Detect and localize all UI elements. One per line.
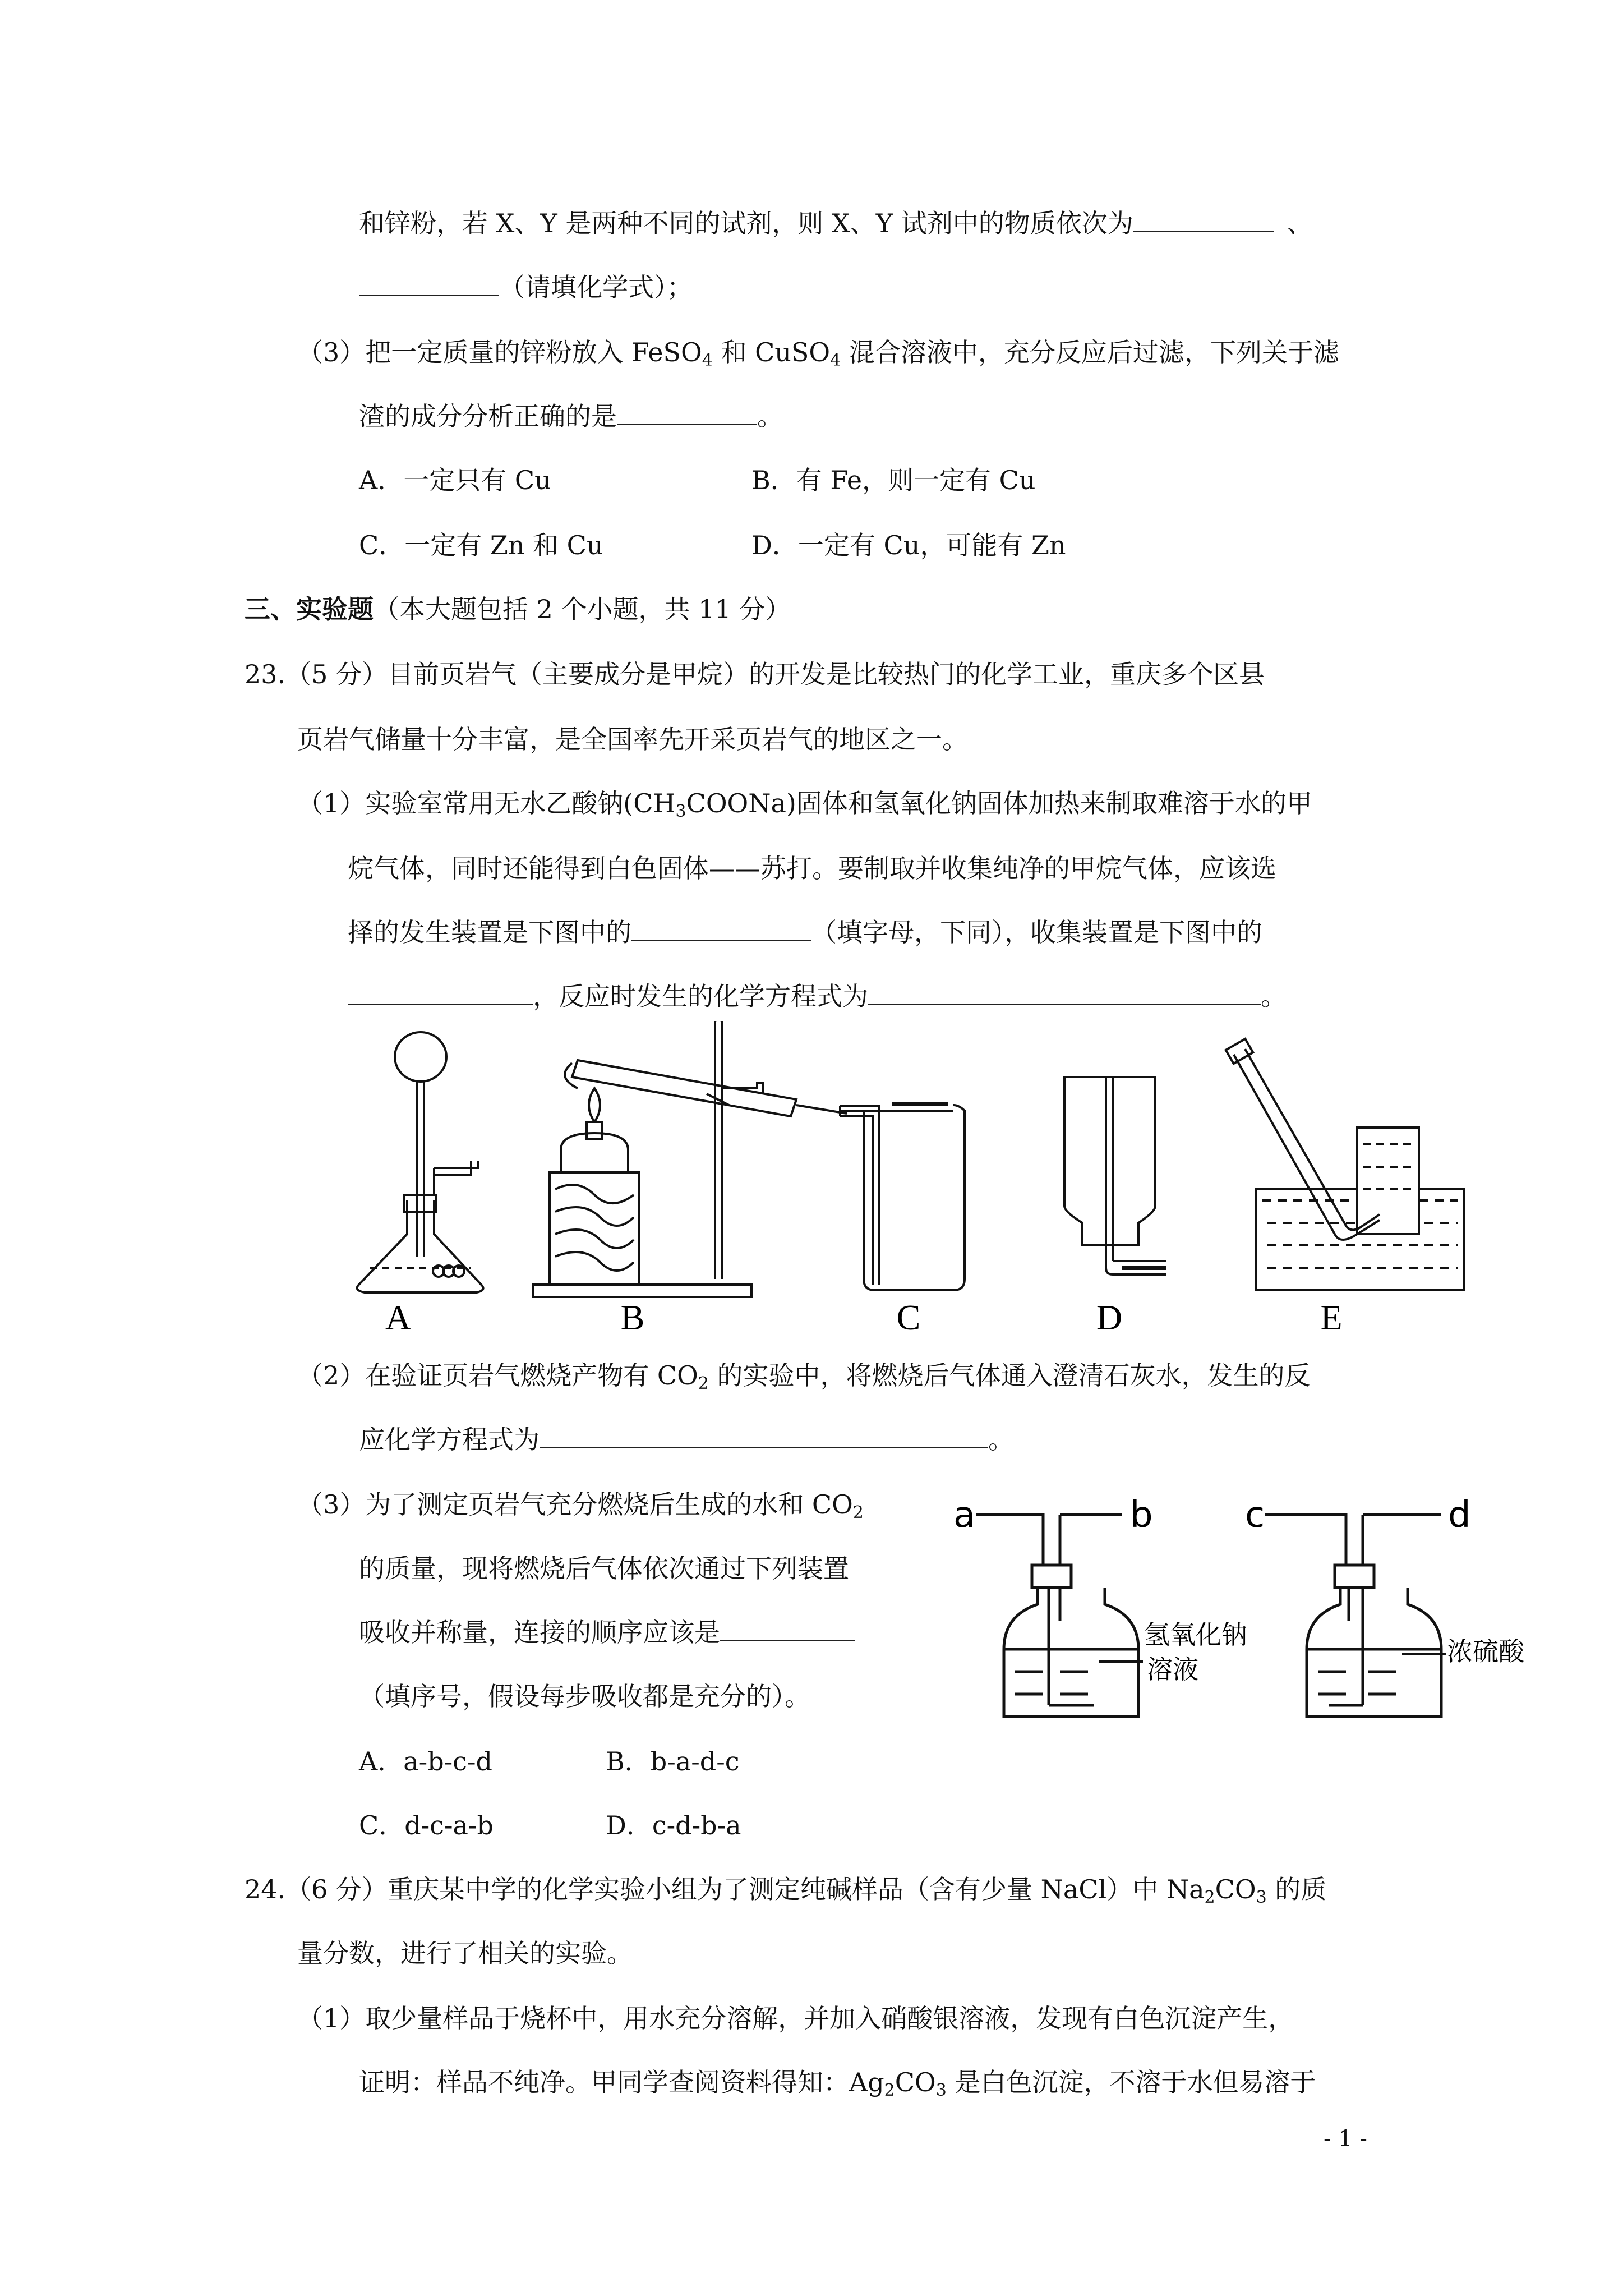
text: CO: [1215, 1874, 1256, 1904]
label-c: C: [896, 1297, 921, 1335]
text: 24.（6 分）重庆某中学的化学实验小组为了测定纯碱样品（含有少量 NaCl）中 Na: [245, 1874, 1205, 1904]
q24-p1-line2: [359, 2065, 1316, 2099]
answer-blank[interactable]: [868, 982, 1261, 1005]
text: 的质: [1266, 1874, 1327, 1904]
q23-option-b: B．b-a-d-c: [606, 1746, 740, 1777]
text: 的实验中，将燃烧后气体通入澄清石灰水，发生的反: [708, 1360, 1311, 1391]
q22-option-d: D．一定有 Cu，可能有 Zn: [751, 530, 1066, 560]
subscript: 4: [830, 351, 841, 370]
apparatus-c: [840, 1104, 965, 1290]
text: （请填化学式）；: [499, 272, 693, 302]
h2so4-label: 浓硫酸: [1447, 1636, 1524, 1667]
text: 证明：样品不纯净。甲同学查阅资料得知：Ag: [359, 2067, 884, 2097]
answer-blank[interactable]: [631, 918, 811, 941]
text: （2）在验证页岩气燃烧产物有 CO: [297, 1360, 698, 1391]
text: （1）实验室常用无水乙酸钠(CH: [297, 788, 676, 818]
q23-p1-line1: [297, 786, 1312, 820]
subscript: 2: [852, 1503, 864, 1522]
q23-p2-line2: [359, 1423, 1014, 1456]
q23-p1-line2: 烷气体，同时还能得到白色固体——苏打。要制取并收集纯净的甲烷气体，应该选: [348, 853, 1276, 884]
q23-p3-line2: 的质量，现将燃烧后气体依次通过下列装置: [359, 1553, 849, 1584]
subscript: 3: [675, 802, 686, 821]
text: 择的发生装置是下图中的: [348, 917, 631, 947]
text: 和 CuSO: [712, 337, 831, 367]
subscript: 3: [1256, 1888, 1267, 1907]
q23-option-a: A．a-b-c-d: [359, 1746, 492, 1777]
apparatus-a: [357, 1032, 483, 1292]
q24-line2: 量分数，进行了相关的实验。: [297, 1938, 633, 1968]
apparatus-b: [533, 1021, 847, 1297]
q23-p2-line1: [297, 1359, 1311, 1392]
q22-part3-line2: [359, 399, 783, 433]
port-a: a: [953, 1494, 976, 1536]
q23-p3-line1: [297, 1488, 864, 1521]
apparatus-figure: [314, 1021, 1469, 1335]
q23-p3-line3: [359, 1616, 855, 1649]
text: 。: [1261, 981, 1287, 1011]
label-d: D: [1096, 1297, 1123, 1335]
subscript: 3: [935, 2081, 947, 2100]
answer-blank[interactable]: [617, 402, 757, 425]
wash-bottles-figure: [953, 1481, 1548, 1728]
bottle-h2so4: [1265, 1515, 1441, 1717]
text: ，反应时发生的化学方程式为: [533, 981, 868, 1011]
text: （填字母，下同），收集装置是下图中的: [811, 917, 1262, 947]
bottle-naoh: [976, 1515, 1138, 1717]
q24-line1: [245, 1872, 1326, 1906]
apparatus-d: [1064, 1077, 1166, 1274]
q23-option-d: D．c-d-b-a: [606, 1810, 741, 1841]
q23-p3-line4: （填序号，假设每步吸收都是充分的）。: [359, 1681, 810, 1711]
label-e: E: [1320, 1297, 1343, 1335]
text: CO: [895, 2067, 936, 2097]
q23-p1-line3: [348, 915, 1262, 949]
section-note: （本大题包括 2 个小题，共 11 分）: [374, 594, 791, 624]
text: 。: [757, 401, 783, 431]
answer-blank[interactable]: [720, 1618, 855, 1641]
naoh-label: 氢氧化钠: [1144, 1619, 1247, 1650]
text: （3）把一定质量的锌粉放入 FeSO: [297, 337, 702, 367]
q22-option-a: A．一定只有 Cu: [359, 465, 551, 495]
text: 吸收并称量，连接的顺序应该是: [359, 1617, 720, 1648]
subscript: 2: [884, 2081, 895, 2100]
text: 和锌粉，若 X、Y 是两种不同的试剂，则 X、Y 试剂中的物质依次为: [359, 208, 1133, 238]
label-b: B: [620, 1297, 645, 1335]
page-number: - 1 -: [1324, 2126, 1367, 2152]
subscript: 2: [698, 1374, 709, 1393]
answer-blank[interactable]: [359, 273, 499, 296]
q22-part3-line1: [297, 335, 1339, 369]
text: （3）为了测定页岩气充分燃烧后生成的水和 CO: [297, 1489, 853, 1520]
subscript: 4: [702, 351, 713, 370]
label-a: A: [385, 1297, 412, 1335]
q22-option-b: B．有 Fe，则一定有 Cu: [751, 465, 1036, 495]
text: 是白色沉淀，不溶于水但易溶于: [946, 2067, 1316, 2097]
text: 应化学方程式为: [359, 1424, 540, 1455]
section-title: 三、实验题: [245, 594, 374, 624]
answer-blank[interactable]: [1133, 209, 1274, 232]
subscript: 2: [1204, 1888, 1215, 1907]
text: 。: [988, 1424, 1014, 1455]
text: 渣的成分分析正确的是: [359, 401, 617, 431]
q22-part2-line2: [359, 270, 693, 304]
q23-line1: 23.（5 分）目前页岩气（主要成分是甲烷）的开发是比较热门的化学工业，重庆多个区县: [245, 659, 1265, 689]
port-d: d: [1448, 1494, 1471, 1536]
q24-p1-line1: （1）取少量样品于烧杯中，用水充分溶解，并加入硝酸银溶液，发现有白色沉淀产生，: [297, 2003, 1294, 2033]
port-b: b: [1130, 1494, 1153, 1536]
text: 、: [1287, 208, 1313, 238]
text: 混合溶液中，充分反应后过滤，下列关于滤: [841, 337, 1339, 367]
q22-part2-line1: [359, 206, 1313, 240]
port-c: c: [1245, 1494, 1265, 1536]
answer-blank[interactable]: [348, 982, 533, 1005]
q23-option-c: C．d-c-a-b: [359, 1810, 494, 1841]
naoh-label-2: 溶液: [1147, 1654, 1198, 1685]
q22-option-c: C．一定有 Zn 和 Cu: [359, 530, 603, 560]
text: COONa)固体和氢氧化钠固体加热来制取难溶于水的甲: [686, 788, 1312, 818]
q23-line2: 页岩气储量十分丰富，是全国率先开采页岩气的地区之一。: [297, 724, 968, 754]
section-heading: [245, 592, 791, 626]
q23-p1-line4: [348, 979, 1287, 1013]
answer-blank[interactable]: [540, 1425, 988, 1448]
apparatus-e: [1226, 1039, 1464, 1290]
